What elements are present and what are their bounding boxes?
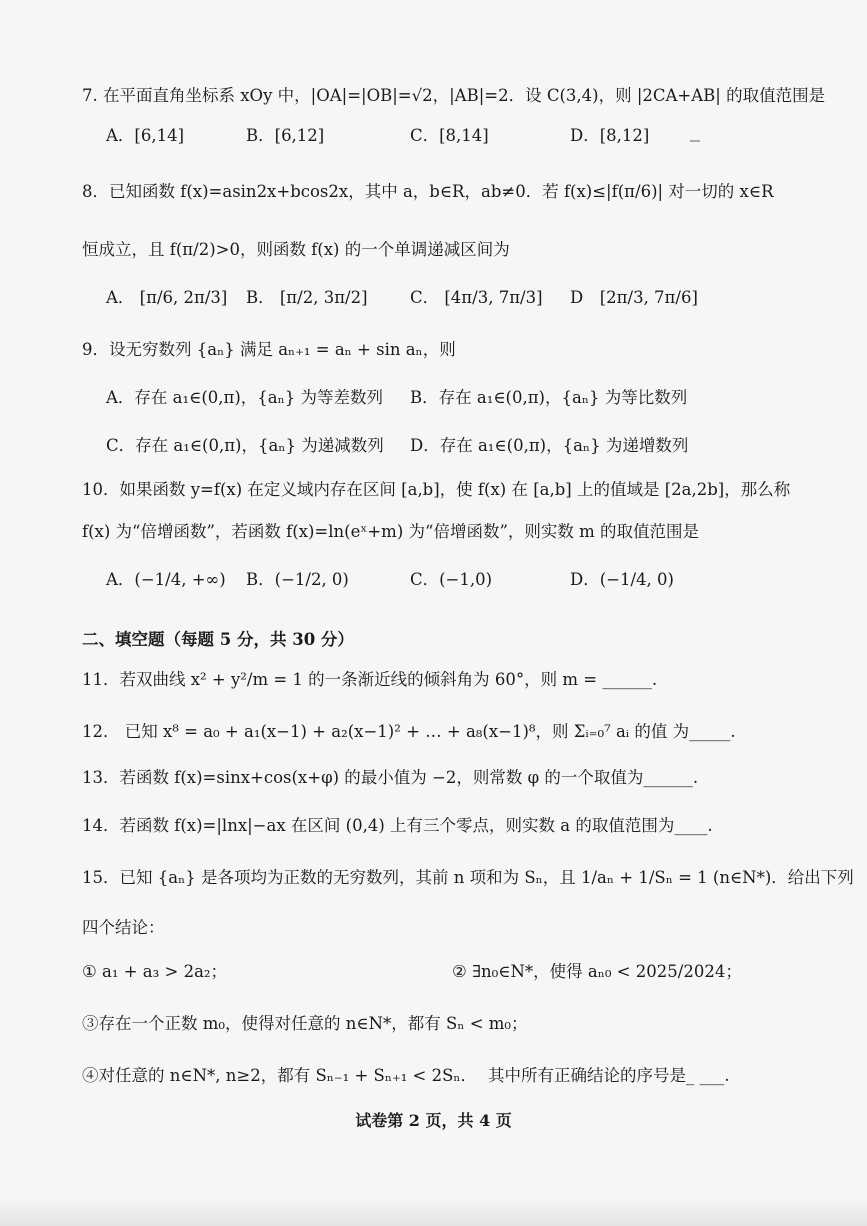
- q8-option-c: C． [4π/3, 7π/3]: [410, 288, 543, 307]
- q14: 14．若函数 f(x)=|lnx|−ax 在区间 (0,4) 上有三个零点，则实数 a 的取值范围为____.: [82, 816, 713, 835]
- page-bottom-shadow: [0, 1198, 867, 1226]
- q15-conclusion-4: ④对任意的 n∈N*, n≥2，都有 Sₙ₋₁ + Sₙ₊₁ < 2Sₙ．: [82, 1066, 478, 1085]
- q10-option-b: B．(−1/2, 0): [246, 570, 349, 589]
- q9-option-b: B．存在 a₁∈(0,π)，{aₙ} 为等比数列: [410, 388, 688, 407]
- q7-option-a: A．[6,14]: [106, 126, 185, 145]
- q7-option-c: C．[8,14]: [410, 126, 489, 145]
- q8-option-a: A． [π/6, 2π/3]: [106, 288, 228, 307]
- q15-conclusion-3: ③存在一个正数 m₀，使得对任意的 n∈N*，都有 Sₙ < m₀；: [82, 1014, 528, 1033]
- q10-stem-line1: 10．如果函数 y=f(x) 在定义域内存在区间 [a,b]，使 f(x) 在 [a,b] 上的值域是 [2a,2b]，那么称: [82, 480, 791, 499]
- q10-option-c: C．(−1,0): [410, 570, 493, 589]
- q11: 11．若双曲线 x² + y²/m = 1 的一条渐近线的倾斜角为 60°，则 m = ______.: [82, 670, 658, 689]
- q8-option-d: D [2π/3, 7π/6]: [570, 288, 698, 307]
- q10-option-a: A．(−1/4, +∞): [106, 570, 226, 589]
- q10-option-d: D．(−1/4, 0): [570, 570, 674, 589]
- q15-ask: 其中所有正确结论的序号是_ ___.: [488, 1066, 730, 1085]
- section-heading: 二、填空题（每题 5 分，共 30 分）: [82, 630, 354, 649]
- page-footer: 试卷第 2 页，共 4 页: [355, 1111, 512, 1130]
- q7-option-d: D．[8,12]: [570, 126, 650, 145]
- q7-option-b: B．[6,12]: [246, 126, 325, 145]
- q12: 12． 已知 x⁸ = a₀ + a₁(x−1) + a₂(x−1)² + … + a₈(x−1)⁸，则 Σᵢ₌₀⁷ aᵢ 的值 为_____.: [82, 722, 736, 741]
- q13: 13．若函数 f(x)=sinx+cos(x+φ) 的最小值为 −2，则常数 φ 的一个取值为______.: [82, 768, 699, 787]
- q9-option-d: D．存在 a₁∈(0,π)，{aₙ} 为递增数列: [410, 436, 689, 455]
- q15-conclusion-1: ① a₁ + a₃ > 2a₂；: [82, 962, 228, 981]
- q8-stem-line2: 恒成立，且 f(π/2)>0，则函数 f(x) 的一个单调递减区间为: [82, 240, 510, 259]
- pencil-mark: [690, 140, 700, 142]
- q10-stem-line2: f(x) 为“倍增函数”，若函数 f(x)=ln(eˣ+m) 为“倍增函数”，则实数 m 的取值范围是: [82, 522, 700, 541]
- q15-conclusion-2: ② ∃n₀∈N*，使得 aₙ₀ < 2025/2024；: [452, 962, 742, 981]
- q15-line2: 四个结论：: [82, 918, 165, 937]
- q8-option-b: B． [π/2, 3π/2]: [246, 288, 368, 307]
- q9-option-a: A．存在 a₁∈(0,π)，{aₙ} 为等差数列: [106, 388, 384, 407]
- q7-stem: 7. 在平面直角坐标系 xOy 中，|OA|=|OB|=√2，|AB|=2．设 C(3,4)，则 |2CA+AB| 的取值范围是: [82, 86, 826, 105]
- q9-option-c: C．存在 a₁∈(0,π)，{aₙ} 为递减数列: [106, 436, 384, 455]
- q15-line1: 15．已知 {aₙ} 是各项均为正数的无穷数列，其前 n 项和为 Sₙ，且 1/aₙ + 1/Sₙ = 1 (n∈N*)．给出下列: [82, 868, 854, 887]
- q9-stem: 9．设无穷数列 {aₙ} 满足 aₙ₊₁ = aₙ + sin aₙ，则: [82, 340, 456, 359]
- q8-stem-line1: 8．已知函数 f(x)=asin2x+bcos2x，其中 a，b∈R，ab≠0．若 f(x)≤|f(π/6)| 对一切的 x∈R: [82, 182, 774, 201]
